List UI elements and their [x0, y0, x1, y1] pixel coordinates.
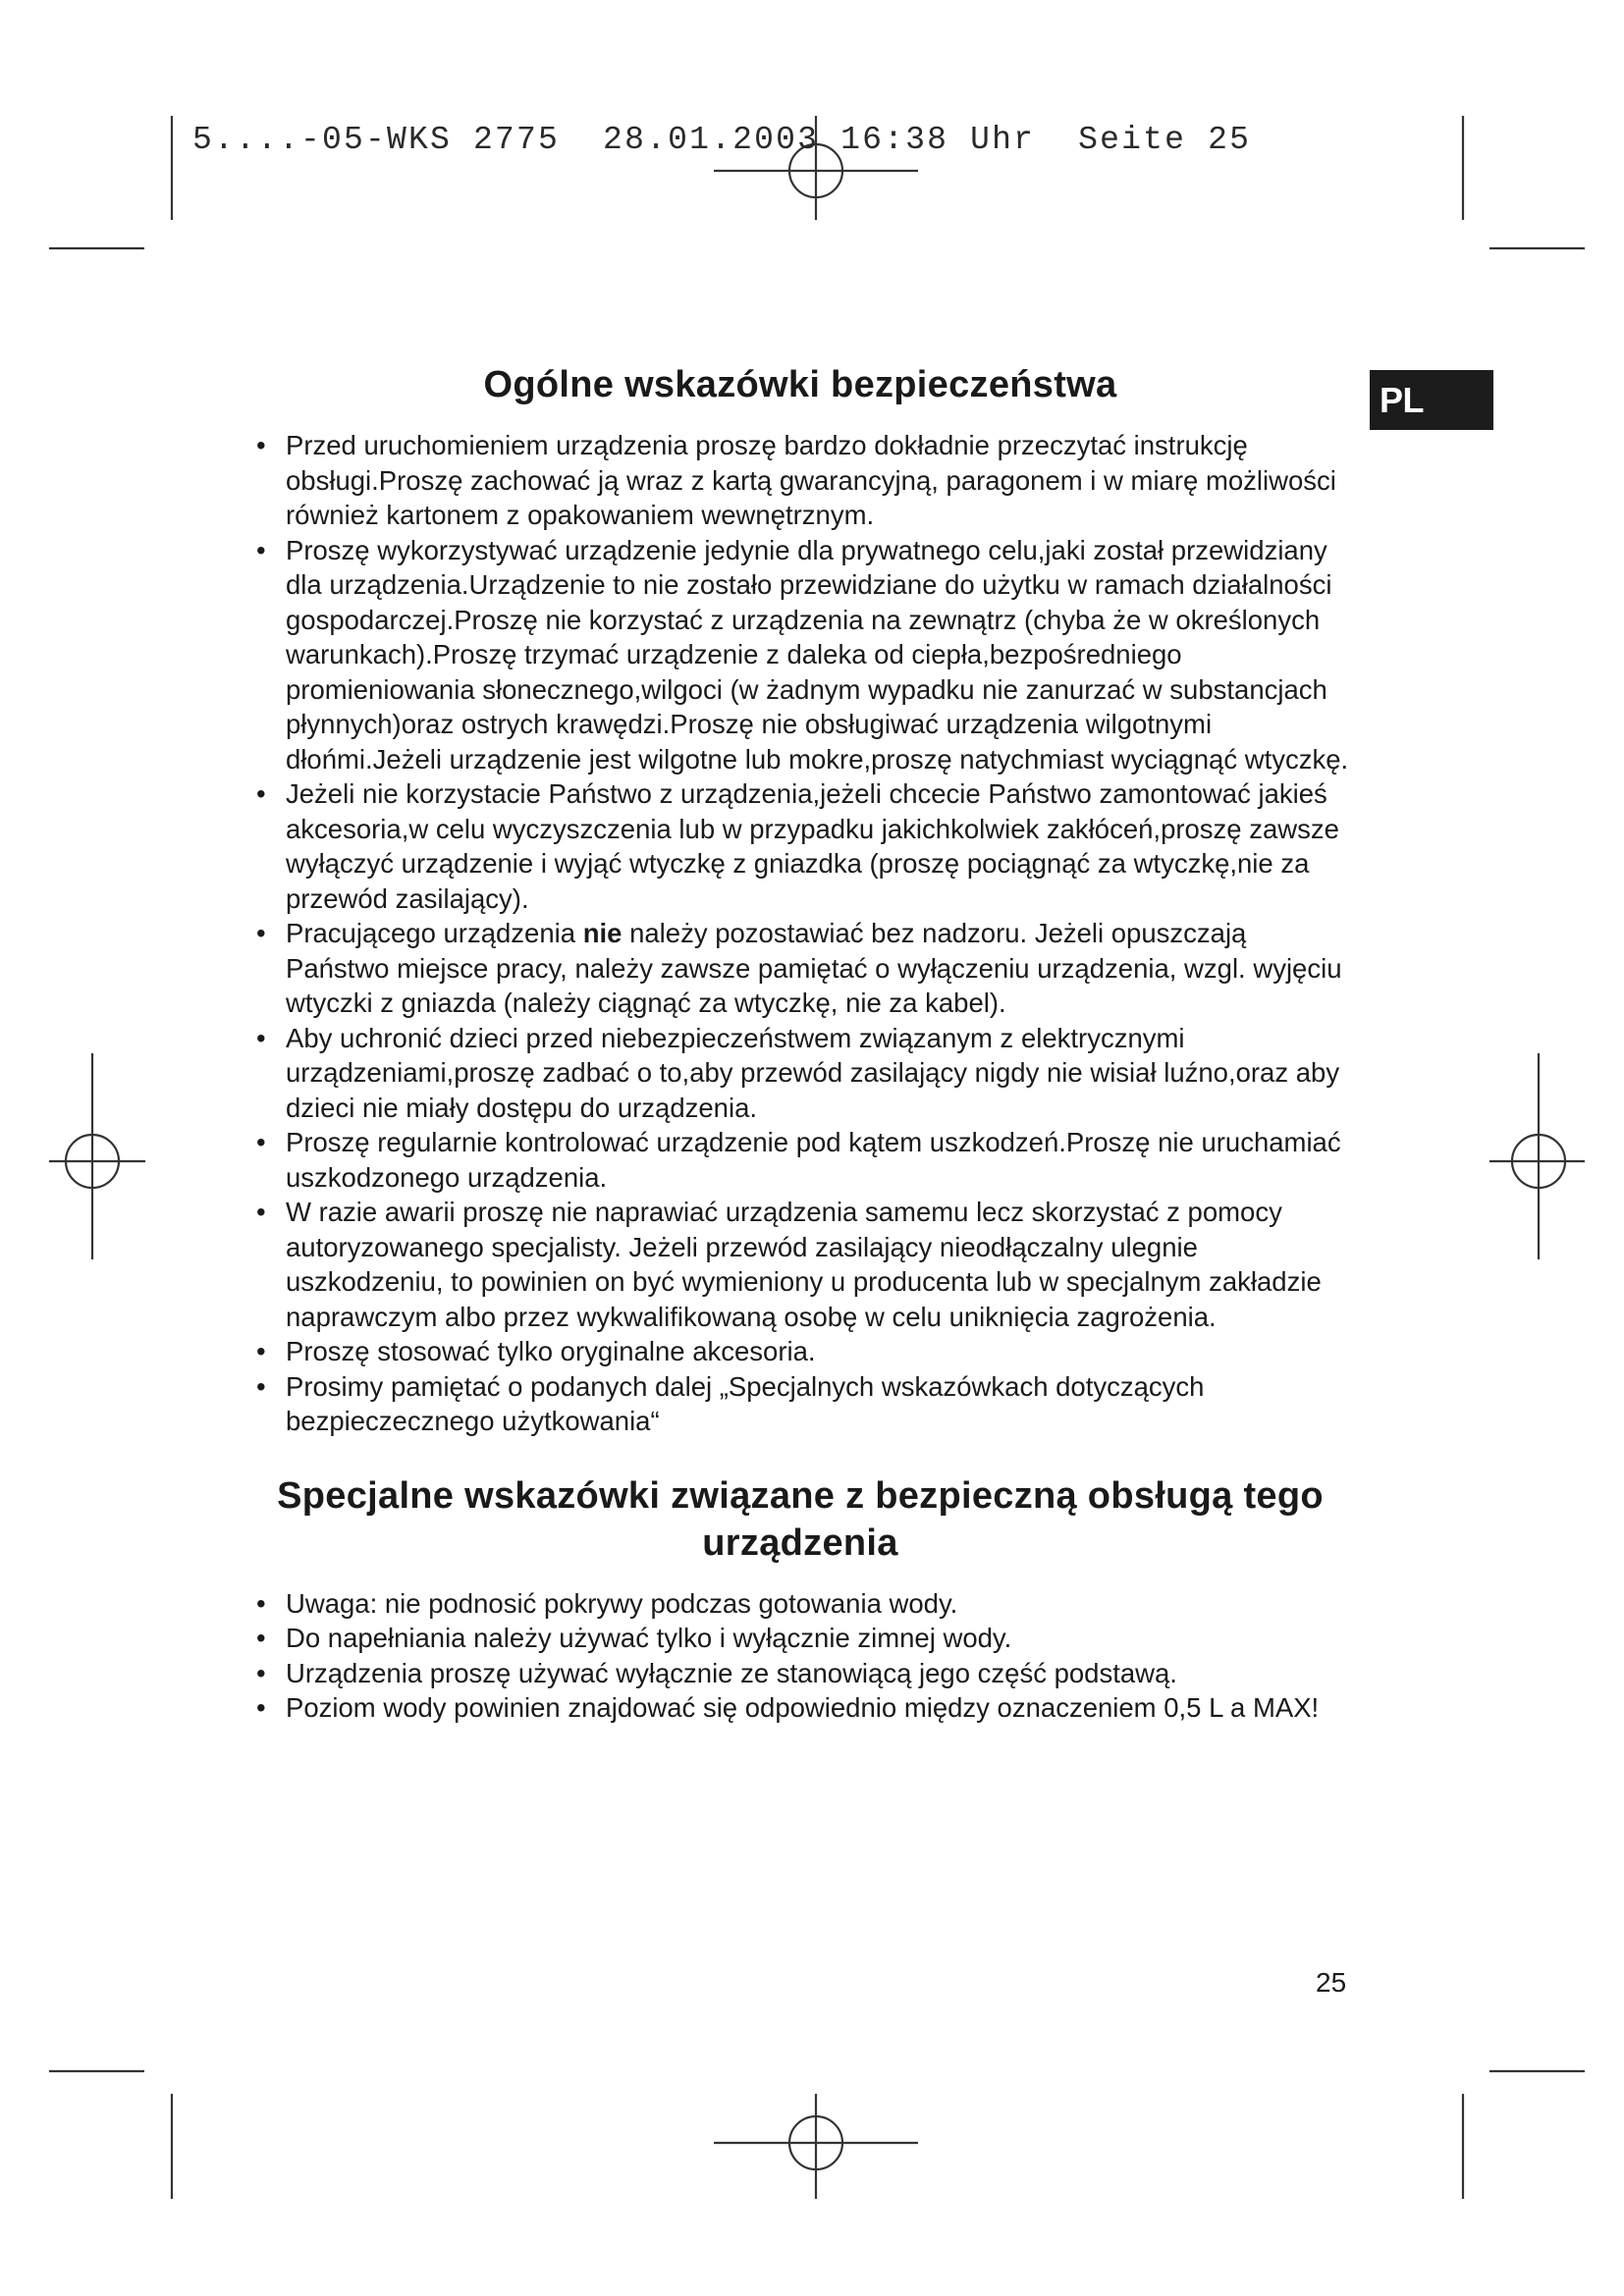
page-number: 25	[1316, 1967, 1347, 1998]
list-item-text: Poziom wody powinien znajdować się odpowiednio między oznaczeniem 0,5 L a MAX!	[286, 1692, 1320, 1723]
print-slug: 5....-05-WKS 2775 28.01.2003 16:38 Uhr Seite 25	[192, 122, 1252, 158]
general-safety-list	[250, 428, 1350, 1439]
bullet: •	[256, 1657, 266, 1688]
language-badge: PL	[1370, 370, 1493, 430]
list-item-text: Do napełniania należy używać tylko i wyłącznie zimnej wody.	[286, 1623, 1012, 1653]
list-item-text-before: Pracującego urządzenia	[286, 918, 583, 948]
list-item	[250, 1334, 1350, 1369]
bullet: •	[256, 918, 266, 948]
list-item-text: Proszę stosować tylko oryginalne akcesoria.	[286, 1336, 816, 1366]
list-item-text: Jeżeli nie korzystacie Państwo z urządzenia,jeżeli chcecie Państwo zamontować jakieś akcesoria,w celu wyczyszczenia lub w przypadku jakichkolwiek zakłóceń,proszę zawsze wyłączyć urządzenie i wyjąć wtyczkę z gniazdka (proszę pociągnąć za wtyczkę,nie za przewód zasilający).	[286, 778, 1339, 914]
list-item-text: Aby uchronić dzieci przed niebezpieczeństwem związanym z elektrycznymi urządzeniami,proszę zadbać o to,aby przewód zasilający nigdy nie wisiał luźno,oraz aby dzieci nie miały dostępu do urządzenia.	[286, 1022, 1340, 1123]
list-item-text: Proszę wykorzystywać urządzenie jedynie dla prywatnego celu,jaki został przewidziany dla urządzenia.Urządzenie to nie zostało przewidziane do użytku w ramach działalności gospodarczej.Proszę nie korzystać z urządzenia na zewnątrz (chyba że w określonych warunkach).Proszę trzymać urządzenie z daleka od ciepła,bezpośredniego promieniowania słonecznego,wilgoci (w żadnym wypadku nie zanurzać w substancjach płynnych)oraz ostrych krawędzi.Proszę nie obsługiwać urządzenia wilgotnymi dłońmi.Jeżeli urządzenie jest wilgotne lub mokre,proszę natychmiast wyciągnąć wtyczkę.	[286, 534, 1349, 774]
bullet: •	[256, 778, 266, 809]
bullet: •	[256, 1692, 266, 1723]
list-item	[250, 916, 1350, 1021]
bullet: •	[256, 1127, 266, 1157]
list-item	[250, 1621, 1350, 1656]
list-item	[250, 1125, 1350, 1195]
crosshair-icon-bottom	[714, 2094, 918, 2199]
list-item-text: W razie awarii proszę nie naprawiać urządzenia samemu lecz skorzystać z pomocy autoryzowanego specjalisty. Jeżeli przewód zasilający nieodłączalny ulegnie uszkodzeniu, to powinien on być wymieniony u producenta lub w specjalnym zakładzie naprawczym albo przez wykwalifikowaną osobę w celu uniknięcia zagrożenia.	[286, 1197, 1322, 1332]
bullet: •	[256, 430, 266, 460]
bullet: •	[256, 1197, 266, 1227]
crosshair-icon-right	[1489, 1053, 1585, 1259]
list-item-text: Prosimy pamiętać o podanych dalej „Specjalnych wskazówkach dotyczących bezpieczecznego użytkowania“	[286, 1370, 1205, 1436]
list-item-text: Przed uruchomieniem urządzenia proszę bardzo dokładnie przeczytać instrukcję obsługi.Proszę zachować ją wraz z kartą gwarancyjną, paragonem i w miarę możliwości również kartonem z opakowaniem wewnętrznym.	[286, 430, 1336, 530]
list-item-text: Proszę regularnie kontrolować urządzenie pod kątem uszkodzeń.Proszę nie uruchamiać uszkodzonego urządzenia.	[286, 1127, 1341, 1193]
bullet: •	[256, 1623, 266, 1653]
list-item	[250, 1021, 1350, 1126]
list-item	[250, 1195, 1350, 1334]
bullet: •	[256, 1336, 266, 1366]
list-item	[250, 1690, 1350, 1726]
section-title-general-safety: Ogólne wskazówki bezpieczeństwa	[483, 364, 1117, 405]
special-safety-list	[250, 1586, 1350, 1726]
crop-mark-top-left	[49, 116, 172, 248]
bullet: •	[256, 534, 266, 565]
list-item-text: Uwaga: nie podnosić pokrywy podczas gotowania wody.	[286, 1587, 958, 1619]
list-item-text-after: należy pozostawiać bez nadzoru. Jeżeli opuszczają Państwo miejsce pracy, należy zawsze pamiętać o wyłączeniu urządzenia, wzgl. wyjęciu wtyczki z gniazda (należy ciągnąć za wtyczkę, nie za kabel).	[286, 918, 1342, 1018]
list-item	[250, 1656, 1350, 1691]
list-item	[250, 1369, 1350, 1439]
list-item	[250, 776, 1350, 916]
bullet: •	[256, 1022, 266, 1053]
list-item	[250, 428, 1350, 533]
bullet: •	[256, 1370, 266, 1402]
list-item-text: Urządzenia proszę używać wyłącznie ze stanowiącą jego część podstawą.	[286, 1657, 1177, 1688]
crop-mark-top-right	[1463, 116, 1585, 248]
list-item	[250, 533, 1350, 777]
crop-mark-bottom-right	[1463, 2071, 1585, 2199]
list-item	[250, 1586, 1350, 1622]
emphasis-nie: nie	[582, 918, 623, 948]
section-title-special-safety: Specjalne wskazówki związane z bezpieczną obsługą tego urządzenia	[277, 1474, 1324, 1564]
crosshair-icon-left	[49, 1053, 145, 1259]
crop-mark-bottom-left	[49, 2071, 172, 2199]
bullet: •	[256, 1587, 266, 1619]
page-content	[250, 361, 1350, 1726]
